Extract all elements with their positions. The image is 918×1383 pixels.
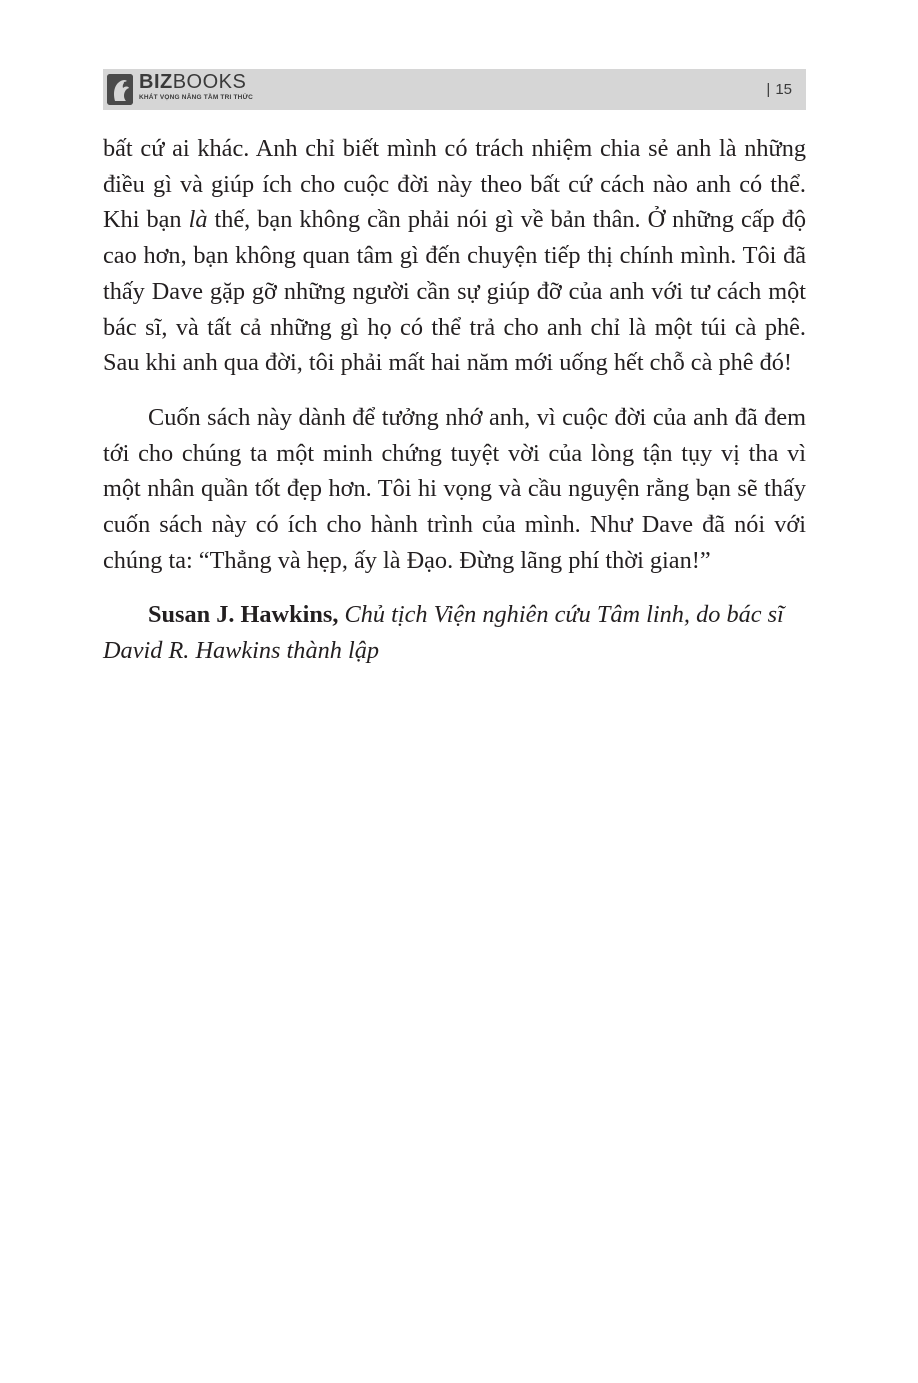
paragraph-1-text-a: bất cứ ai khác. Anh chỉ biết mình có trách nhiệm chia sẻ anh là những điều gì và giúp ích cho cuộc đời này theo bất cứ cách nào anh có thể. Khi bạn bbox=[103, 135, 806, 234]
bizbooks-logo-icon bbox=[107, 74, 133, 105]
page-number bbox=[766, 81, 792, 98]
paragraph-1-emphasis: là bbox=[188, 206, 208, 234]
page-body bbox=[103, 131, 806, 669]
page-number-value: 15 bbox=[775, 81, 792, 98]
running-header bbox=[103, 69, 806, 110]
signature-title: Chủ tịch Viện nghiên cứu Tâm linh, do bác sĩ David R. Hawkins thành lập bbox=[103, 601, 784, 665]
brand-name bbox=[139, 72, 253, 92]
brand-name-books: BOOKS bbox=[172, 71, 247, 93]
body-paragraph-1 bbox=[103, 131, 806, 381]
paragraph-1-text-b: thế, bạn không cần phải nói gì về bản thân. Ở những cấp độ cao hơn, bạn không quan tâm gì đến chuyện tiếp thị chính mình. Tôi đã thấy Dave gặp gỡ những người cần sự giúp đỡ của anh với tư cách một bác sĩ, và tất cả những gì họ có thể trả cho anh chỉ là một túi cà phê. Sau khi anh qua đời, tôi phải mất hai năm mới uống hết chỗ cà phê đó! bbox=[103, 206, 806, 377]
signature bbox=[103, 597, 806, 668]
body-paragraph-2: Cuốn sách này dành để tưởng nhớ anh, vì cuộc đời của anh đã đem tới cho chúng ta một minh chứng tuyệt vời của lòng tận tụy vị tha vì một nhân quần tốt đẹp hơn. Tôi hi vọng và cầu nguyện rằng bạn sẽ thấy cuốn sách này có ích cho hành trình của mình. Như Dave đã nói với chúng ta: “Thẳng và hẹp, ấy là Đạo. Đừng lãng phí thời gian!” bbox=[103, 403, 806, 574]
brand-name-biz: BIZ bbox=[139, 71, 173, 93]
brand-block bbox=[139, 72, 253, 102]
page-number-separator: | bbox=[766, 81, 771, 98]
signature-name: Susan J. Hawkins, bbox=[148, 601, 339, 629]
brand-tagline: KHÁT VỌNG NÂNG TẦM TRI THỨC bbox=[139, 94, 254, 101]
